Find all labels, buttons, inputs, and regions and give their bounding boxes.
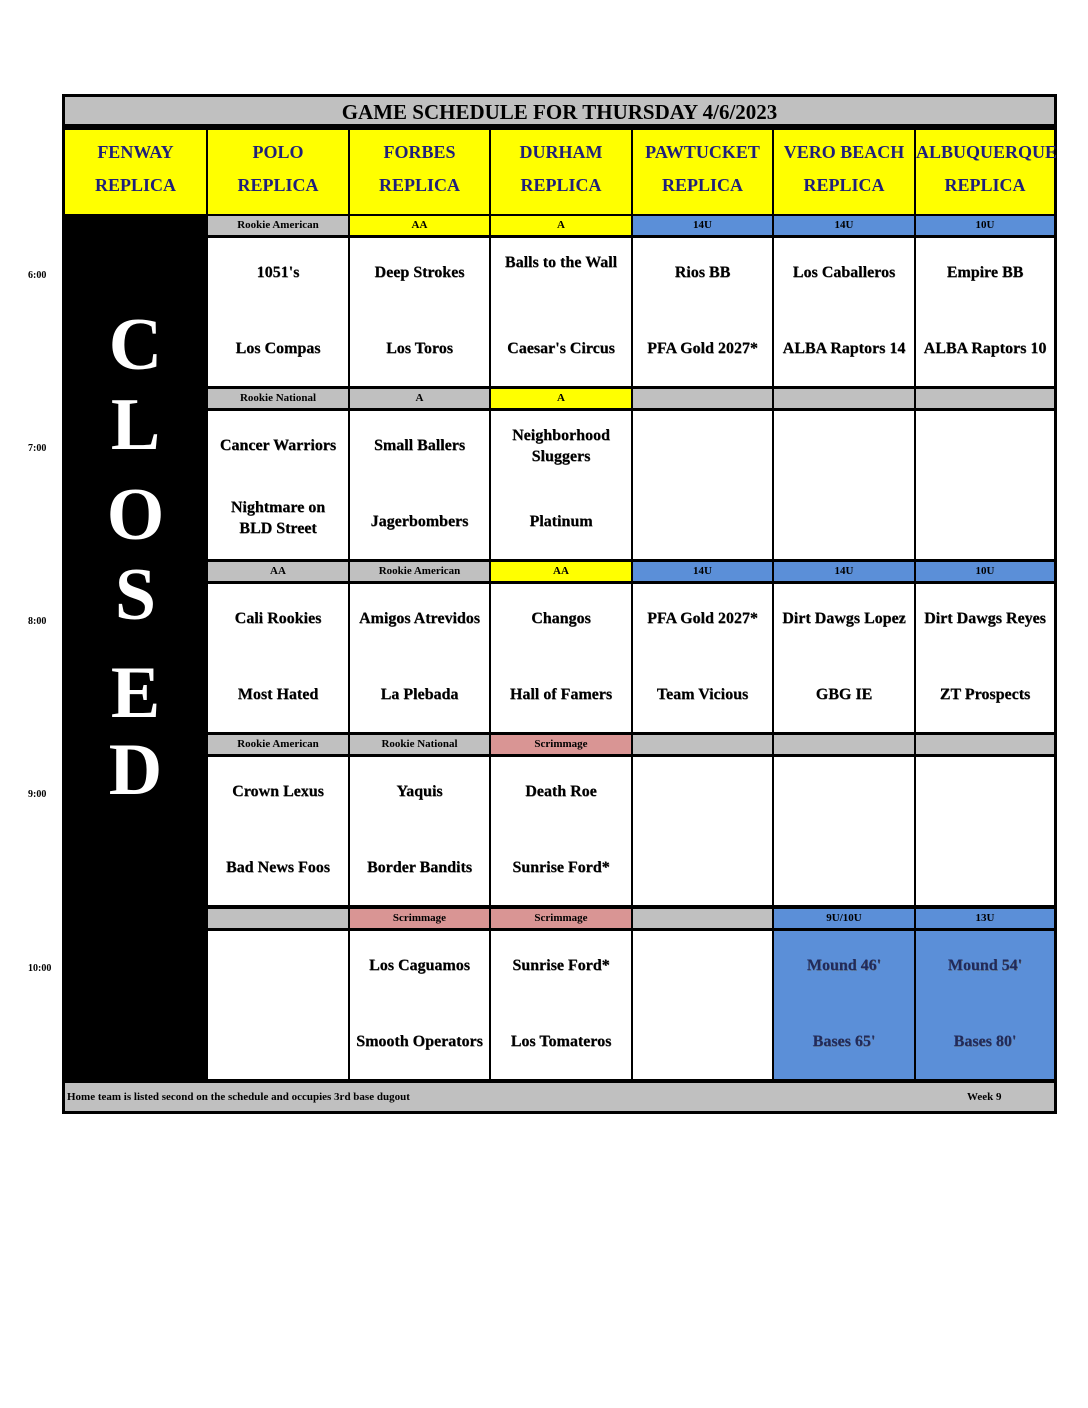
division-label: 10U — [916, 562, 1054, 581]
home-team: Hall of Famers — [509, 686, 613, 703]
home-team: PFA Gold 2027* — [647, 340, 758, 357]
division-label: AA — [491, 562, 631, 581]
home-team: ALBA Raptors 14 — [782, 340, 906, 357]
game-cell — [491, 411, 631, 559]
away-team: Deep Strokes — [374, 264, 465, 281]
schedule-table — [62, 94, 1057, 1114]
game-cell — [208, 411, 348, 559]
field-name: POLO — [252, 142, 304, 162]
division-label: Rookie American — [208, 216, 348, 235]
game-cell — [350, 238, 489, 386]
home-team: Bases 80' — [953, 1033, 1017, 1050]
away-team: Empire BB — [946, 264, 1024, 281]
division-label: Rookie National — [350, 735, 489, 754]
field-header — [350, 130, 489, 214]
away-team: Yaquis — [396, 783, 443, 800]
away-team: Cali Rookies — [234, 610, 322, 627]
field-name: FORBES — [383, 142, 456, 162]
division-label: 14U — [774, 562, 914, 581]
division-label: 10U — [916, 216, 1054, 235]
time-label: 6:00 — [28, 270, 47, 281]
game-cell — [350, 584, 489, 732]
game-cell — [774, 411, 914, 559]
division-label: 14U — [633, 216, 772, 235]
field-header — [633, 130, 772, 214]
game-cell — [633, 411, 772, 559]
home-team: Team Vicious — [656, 686, 749, 703]
field-subtitle: REPLICA — [520, 175, 602, 195]
division-label: AA — [208, 562, 348, 581]
division-label: Rookie American — [350, 562, 489, 581]
away-team: Changos — [531, 610, 591, 627]
field-subtitle: REPLICA — [661, 175, 743, 195]
division-label: 14U — [633, 562, 772, 581]
home-team: ZT Prospects — [939, 686, 1031, 703]
home-team: Bad News Foos — [225, 859, 330, 876]
division-label — [633, 735, 772, 754]
closed-letter: D — [108, 729, 163, 811]
time-column — [0, 0, 62, 1408]
time-label: 8:00 — [28, 616, 47, 627]
home-team: Los Toros — [386, 340, 453, 357]
game-cell — [774, 584, 914, 732]
division-label — [633, 389, 772, 408]
game-cell — [633, 931, 772, 1079]
game-cell — [916, 238, 1054, 386]
division-label: A — [350, 389, 489, 408]
closed-letter: L — [110, 384, 161, 466]
away-team: Neighborhood Sluggers — [512, 427, 610, 465]
away-team: Balls to the Wall — [504, 254, 618, 271]
field-subtitle: REPLICA — [378, 175, 460, 195]
division-label: A — [491, 216, 631, 235]
home-team: Border Bandits — [366, 859, 473, 876]
away-team: Rios BB — [674, 264, 731, 281]
game-cell — [208, 584, 348, 732]
game-cell — [491, 584, 631, 732]
game-cell — [208, 931, 348, 1079]
away-team: Crown Lexus — [232, 783, 324, 800]
field-subtitle: REPLICA — [944, 175, 1026, 195]
schedule-title: GAME SCHEDULE FOR THURSDAY 4/6/2023 — [65, 97, 1054, 127]
home-team: Platinum — [529, 513, 593, 530]
home-team: ALBA Raptors 10 — [923, 340, 1047, 357]
game-cell — [491, 238, 631, 386]
field-name: VERO BEACH — [783, 142, 905, 162]
closed-letter: E — [110, 652, 161, 734]
away-team: Dirt Dawgs Lopez — [782, 610, 906, 627]
division-label: AA — [350, 216, 489, 235]
division-label — [633, 909, 772, 928]
division-label: 13U — [916, 909, 1054, 928]
game-cell — [350, 411, 489, 559]
home-team: La Plebada — [380, 686, 459, 703]
field-header — [916, 130, 1058, 214]
away-team: 1051's — [256, 264, 300, 281]
field-subtitle: REPLICA — [94, 175, 176, 195]
game-cell — [633, 757, 772, 905]
division-label — [208, 909, 348, 928]
game-cell — [916, 931, 1054, 1079]
closed-letter: C — [108, 304, 163, 386]
division-label: Rookie American — [208, 735, 348, 754]
division-label: Scrimmage — [491, 909, 631, 928]
time-label: 10:00 — [28, 963, 52, 974]
game-cell — [350, 931, 489, 1079]
division-label: 9U/10U — [774, 909, 914, 928]
away-team: Los Caballeros — [792, 264, 896, 281]
game-cell — [774, 757, 914, 905]
home-team: Los Compas — [235, 340, 321, 357]
away-team: PFA Gold 2027* — [647, 610, 758, 627]
game-cell — [633, 238, 772, 386]
game-cell — [208, 757, 348, 905]
field-name: PAWTUCKET — [645, 142, 760, 162]
division-label — [916, 389, 1054, 408]
away-team: Mound 46' — [806, 957, 882, 974]
home-team: Smooth Operators — [356, 1033, 483, 1050]
field-header — [491, 130, 631, 214]
field-name: FENWAY — [97, 142, 174, 162]
game-cell — [916, 411, 1054, 559]
closed-letter: O — [106, 474, 165, 556]
game-cell — [916, 584, 1054, 732]
home-team: GBG IE — [815, 686, 873, 703]
closed-letter: S — [114, 554, 157, 636]
time-label: 7:00 — [28, 443, 47, 454]
game-cell — [491, 931, 631, 1079]
field-header — [65, 130, 206, 214]
home-team: Sunrise Ford* — [512, 859, 610, 876]
field-subtitle: REPLICA — [803, 175, 885, 195]
game-cell — [208, 238, 348, 386]
division-label: Scrimmage — [491, 735, 631, 754]
game-cell — [350, 757, 489, 905]
game-cell — [633, 584, 772, 732]
closed-column — [65, 216, 206, 1081]
footer-note: Home team is listed second on the schedule and occupies 3rd base dugout — [67, 1091, 410, 1103]
week-label: Week 9 — [967, 1091, 1002, 1103]
game-cell — [774, 238, 914, 386]
home-team: Bases 65' — [812, 1033, 876, 1050]
away-team: Sunrise Ford* — [512, 957, 610, 974]
division-label: Scrimmage — [350, 909, 489, 928]
home-team: Nightmare on BLD Street — [230, 499, 326, 537]
game-cell — [491, 757, 631, 905]
game-cell — [916, 757, 1054, 905]
field-name: ALBUQUERQUE — [916, 142, 1058, 162]
division-label — [774, 735, 914, 754]
away-team: Small Ballers — [373, 437, 466, 454]
division-label: A — [491, 389, 631, 408]
field-header — [208, 130, 348, 214]
division-label: Rookie National — [208, 389, 348, 408]
time-label: 9:00 — [28, 789, 47, 800]
field-subtitle: REPLICA — [237, 175, 319, 195]
schedule-footer — [65, 1083, 1054, 1111]
away-team: Death Roe — [525, 783, 597, 800]
away-team: Los Caguamos — [369, 957, 470, 974]
home-team: Most Hated — [237, 686, 319, 703]
home-team: Caesar's Circus — [507, 340, 615, 357]
away-team: Mound 54' — [947, 957, 1023, 974]
field-name: DURHAM — [519, 142, 603, 162]
away-team: Dirt Dawgs Reyes — [924, 610, 1046, 627]
away-team: Cancer Warriors — [219, 437, 337, 454]
game-cell — [774, 931, 914, 1079]
division-label: 14U — [774, 216, 914, 235]
home-team: Los Tomateros — [510, 1033, 612, 1050]
field-header — [774, 130, 914, 214]
home-team: Jagerbombers — [370, 513, 469, 530]
division-label — [774, 389, 914, 408]
division-label — [916, 735, 1054, 754]
away-team: Amigos Atrevidos — [358, 610, 481, 627]
